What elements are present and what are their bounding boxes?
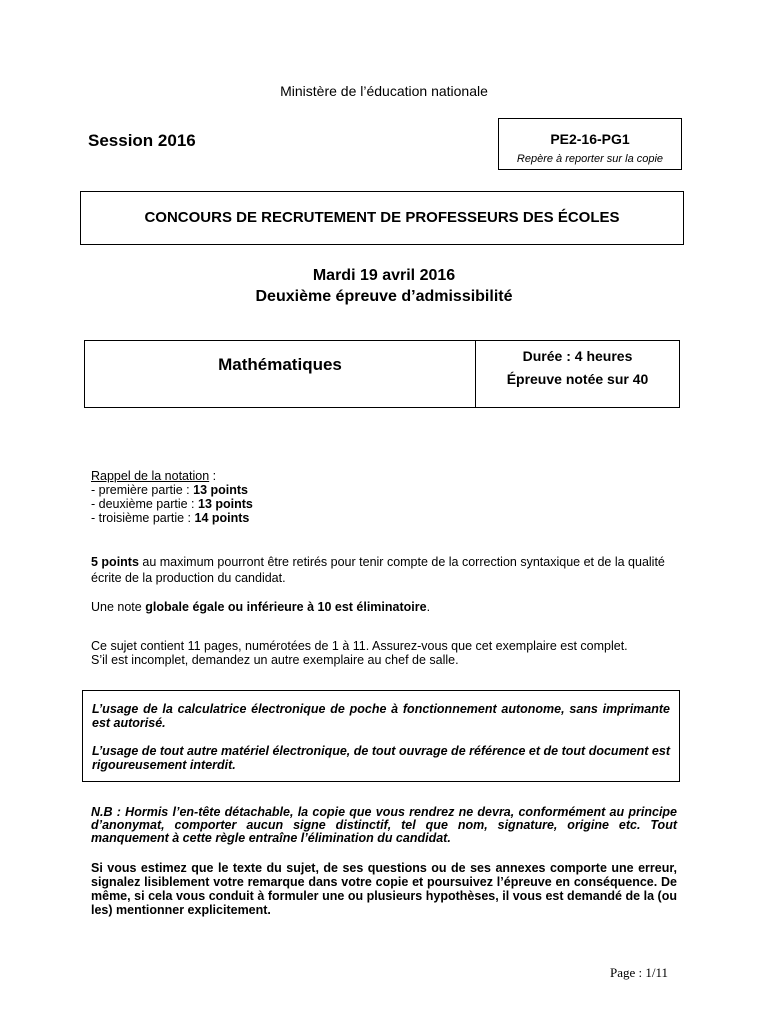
- notation-title: Rappel de la notation: [91, 469, 210, 483]
- notation-part-2: - deuxième partie : 13 points: [91, 497, 253, 511]
- nb-paragraph: N.B : Hormis l’en-tête détachable, la copie que vous rendrez ne devra, conformément au principe d’anonymat, comporter aucun signe distinctif, tel que nom, signature, origine etc. Tout manquement à cette règle entraîne l’élimination du candidat.: [91, 805, 677, 845]
- notation-part-3: - troisième partie : 14 points: [91, 511, 250, 525]
- ministry-heading: Ministère de l’éducation nationale: [280, 83, 488, 99]
- exam-epreuve: Deuxième épreuve d’admissibilité: [255, 288, 513, 305]
- eliminatory-bold: globale égale ou inférieure à 10 est éliminatoire: [145, 600, 427, 614]
- subject-info: [476, 341, 679, 407]
- eliminatory-paragraph: Une note globale égale ou inférieure à 10 est éliminatoire.: [91, 600, 431, 614]
- pages-notice-line-1: Ce sujet contient 11 pages, numérotées de 1 à 11. Assurez-vous que cet exemplaire est complet.: [91, 639, 628, 653]
- pages-notice-line-2: S’il est incomplet, demandez un autre exemplaire au chef de salle.: [91, 653, 459, 667]
- concours-title: CONCOURS DE RECRUTEMENT DE PROFESSEURS DES ÉCOLES: [144, 209, 620, 226]
- penalty-points: 5 points: [91, 555, 139, 569]
- repere-code: PE2-16-PG1: [550, 131, 630, 147]
- page-number: Page : 1/11: [610, 965, 669, 980]
- calculator-allowed: L’usage de la calculatrice électronique de poche à fonctionnement autonome, sans imprimante est autorisé.: [92, 702, 670, 730]
- duration-label: Durée : 4 heures: [522, 348, 633, 364]
- pages-notice: [91, 639, 671, 667]
- errata-paragraph: Si vous estimez que le texte du sujet, de ses questions ou de ses annexes comporte une erreur, signalez lisiblement votre remarque dans votre copie et poursuivez l’épreuve en conséquence. De même, si cela vous conduit à formuler une ou plusieurs hypothèses, il vous est demandé de la (ou les) mentionner explicitement.: [91, 861, 677, 917]
- notation-reminder: [91, 469, 253, 525]
- penalty-text: au maximum pourront être retirés pour tenir compte de la correction syntaxique et de la qualité écrite de la production du candidat.: [91, 555, 665, 585]
- notation-part-1: - première partie : 13 points: [91, 483, 248, 497]
- concours-title-box: [80, 191, 684, 245]
- subject-name: Mathématiques: [218, 355, 342, 374]
- repere-box: [498, 118, 682, 170]
- session-label: Session 2016: [88, 131, 196, 150]
- repere-note: Repère à reporter sur la copie: [516, 153, 664, 165]
- grading-label: Épreuve notée sur 40: [506, 371, 649, 387]
- calculator-rules-box: [82, 690, 680, 782]
- calculator-forbidden: L’usage de tout autre matériel électronique, de tout ouvrage de référence et de tout document est rigoureusement interdit.: [92, 744, 670, 772]
- notation-title-suffix: :: [209, 469, 217, 483]
- exam-date: Mardi 19 avril 2016: [312, 267, 456, 284]
- penalty-paragraph: [91, 554, 671, 586]
- subject-box: [84, 340, 680, 408]
